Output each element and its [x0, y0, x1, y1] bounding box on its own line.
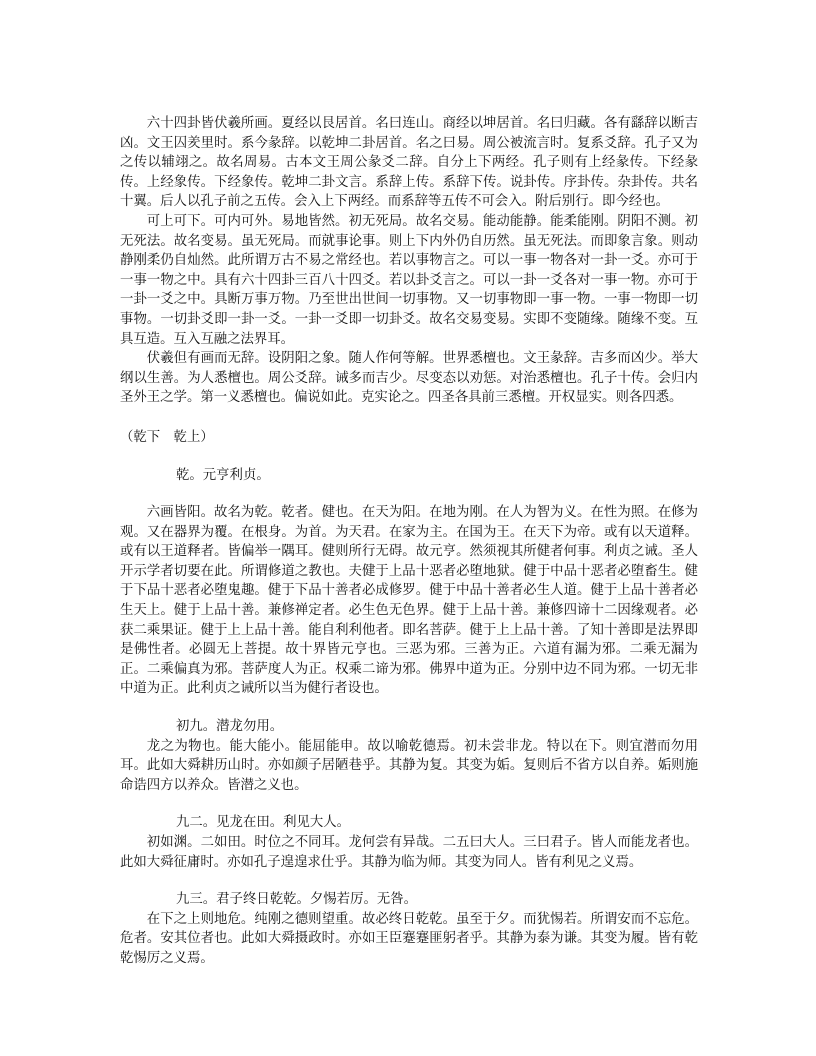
yao-line-2: 九二。见龙在田。利见大人。	[176, 815, 351, 831]
intro-paragraph-3: 伏羲但有画而无辞。设阴阳之象。随人作何等解。世界悉檀也。文王彖辞。吉多而凶少。举大纲以生善。为人悉檀也。周公爻辞。诫多而吉少。尽变态以劝惩。对治悉檀也。孔子十传。会归内圣外王之学。第一义悉檀也。偏说如此。克实论之。四圣各具前三悉檀。开权显实。则各四悉。	[120, 351, 698, 406]
gua-text-heading: 乾。元亨利贞。	[176, 467, 270, 483]
yao-line-1: 初九。潜龙勿用。	[176, 719, 284, 735]
gua-structure-label: （乾下 乾上）	[120, 429, 214, 445]
yao-commentary-2: 初如渊。二如田。时位之不同耳。龙何尝有异哉。二五曰大人。三曰君子。皆人而能龙者也。此如大舜征庸时。亦如孔子遑遑求仕乎。其静为临为师。其变为同人。皆有利见之义焉。	[120, 835, 698, 870]
intro-paragraph-2: 可上可下。可内可外。易地皆然。初无死局。故名交易。能动能静。能柔能刚。阴阳不测。初无死法。故名变易。虽无死局。而就事论事。则上下内外仍自历然。虽无死法。而即象言象。则动静刚柔仍自灿然。此所谓万古不易之常经也。若以事物言之。可以一事一物各对一卦一爻。亦可于一事一物之中。具有六十四卦三百八十四爻。若以卦爻言之。可以一卦一爻各对一事一物。亦可于一卦一爻之中。具断万事万物。乃至世出世间一切事物。又一切事物即一事一物。一事一物即一切事物。一切卦爻即一卦一爻。一卦一爻即一切卦爻。故名交易变易。实即不变随缘。随缘不变。互具互造。互入互融之法界耳。	[120, 213, 698, 347]
yao-line-3: 九三。君子终日乾乾。夕惕若厉。无咎。	[176, 892, 418, 908]
yao-commentary-1: 龙之为物也。能大能小。能屈能申。故以喻乾德焉。初未尝非龙。特以在下。则宜潜而勿用耳。此如大舜耕历山时。亦如颜子居陋巷乎。其静为复。其变为姤。复则后不省方以自养。姤则施命诰四方以养众。皆潜之义也。	[120, 738, 698, 793]
document-page	[120, 114, 698, 969]
gua-commentary: 六画皆阳。故名为乾。乾者。健也。在天为阳。在地为刚。在人为智为义。在性为照。在修为观。又在器界为覆。在根身。为首。为天君。在家为主。在国为王。在天下为帝。或有以天道释。或有以王道释者。皆偏举一隅耳。健则所行无碍。故元亨。然须视其所健者何事。利贞之诫。圣人开示学者切要在此。所谓修道之教也。夫健于上品十恶者必堕地狱。健于中品十恶者必堕畜生。健于下品十恶者必堕鬼趣。健于下品十善者必成修罗。健于中品十善者必生人道。健于上品十善者必生天上。健于上品十善。兼修禅定者。必生色无色界。健于上品十善。兼修四谛十二因缘观者。必获二乘果证。健于上上品十善。能自利利他者。即名菩萨。健于上上品十善。了知十善即是法界即是佛性者。必圆无上菩提。故十界皆元亨也。三恶为邪。三善为正。六道有漏为邪。二乘无漏为正。二乘偏真为邪。菩萨度人为正。权乘二谛为邪。佛界中道为正。分别中边不同为邪。一切无非中道为正。此利贞之诫所以当为健行者设也。	[120, 505, 698, 697]
yao-commentary-3: 在下之上则地危。纯刚之德则望重。故必终日乾乾。虽至于夕。而犹惕若。所谓安而不忘危。危者。安其位者也。此如大舜摄政时。亦如王臣蹇蹇匪躬者乎。其静为泰为谦。其变为履。皆有乾乾惕厉之义焉。	[120, 911, 698, 966]
intro-paragraph-1: 六十四卦皆伏羲所画。夏经以艮居首。名曰连山。商经以坤居首。名曰归藏。各有繇辞以断吉凶。文王囚羑里时。系今彖辞。以乾坤二卦居首。名之曰易。周公被流言时。复系爻辞。孔子又为之传以辅翊之。故名周易。古本文王周公彖爻二辞。自分上下两经。孔子则有上经彖传。下经彖传。上经象传。下经象传。乾坤二卦文言。系辞上传。系辞下传。说卦传。序卦传。杂卦传。共名十翼。后人以孔子前之五传。会入上下两经。而系辞等五传不可会入。附后别行。即今经也。	[120, 116, 698, 210]
